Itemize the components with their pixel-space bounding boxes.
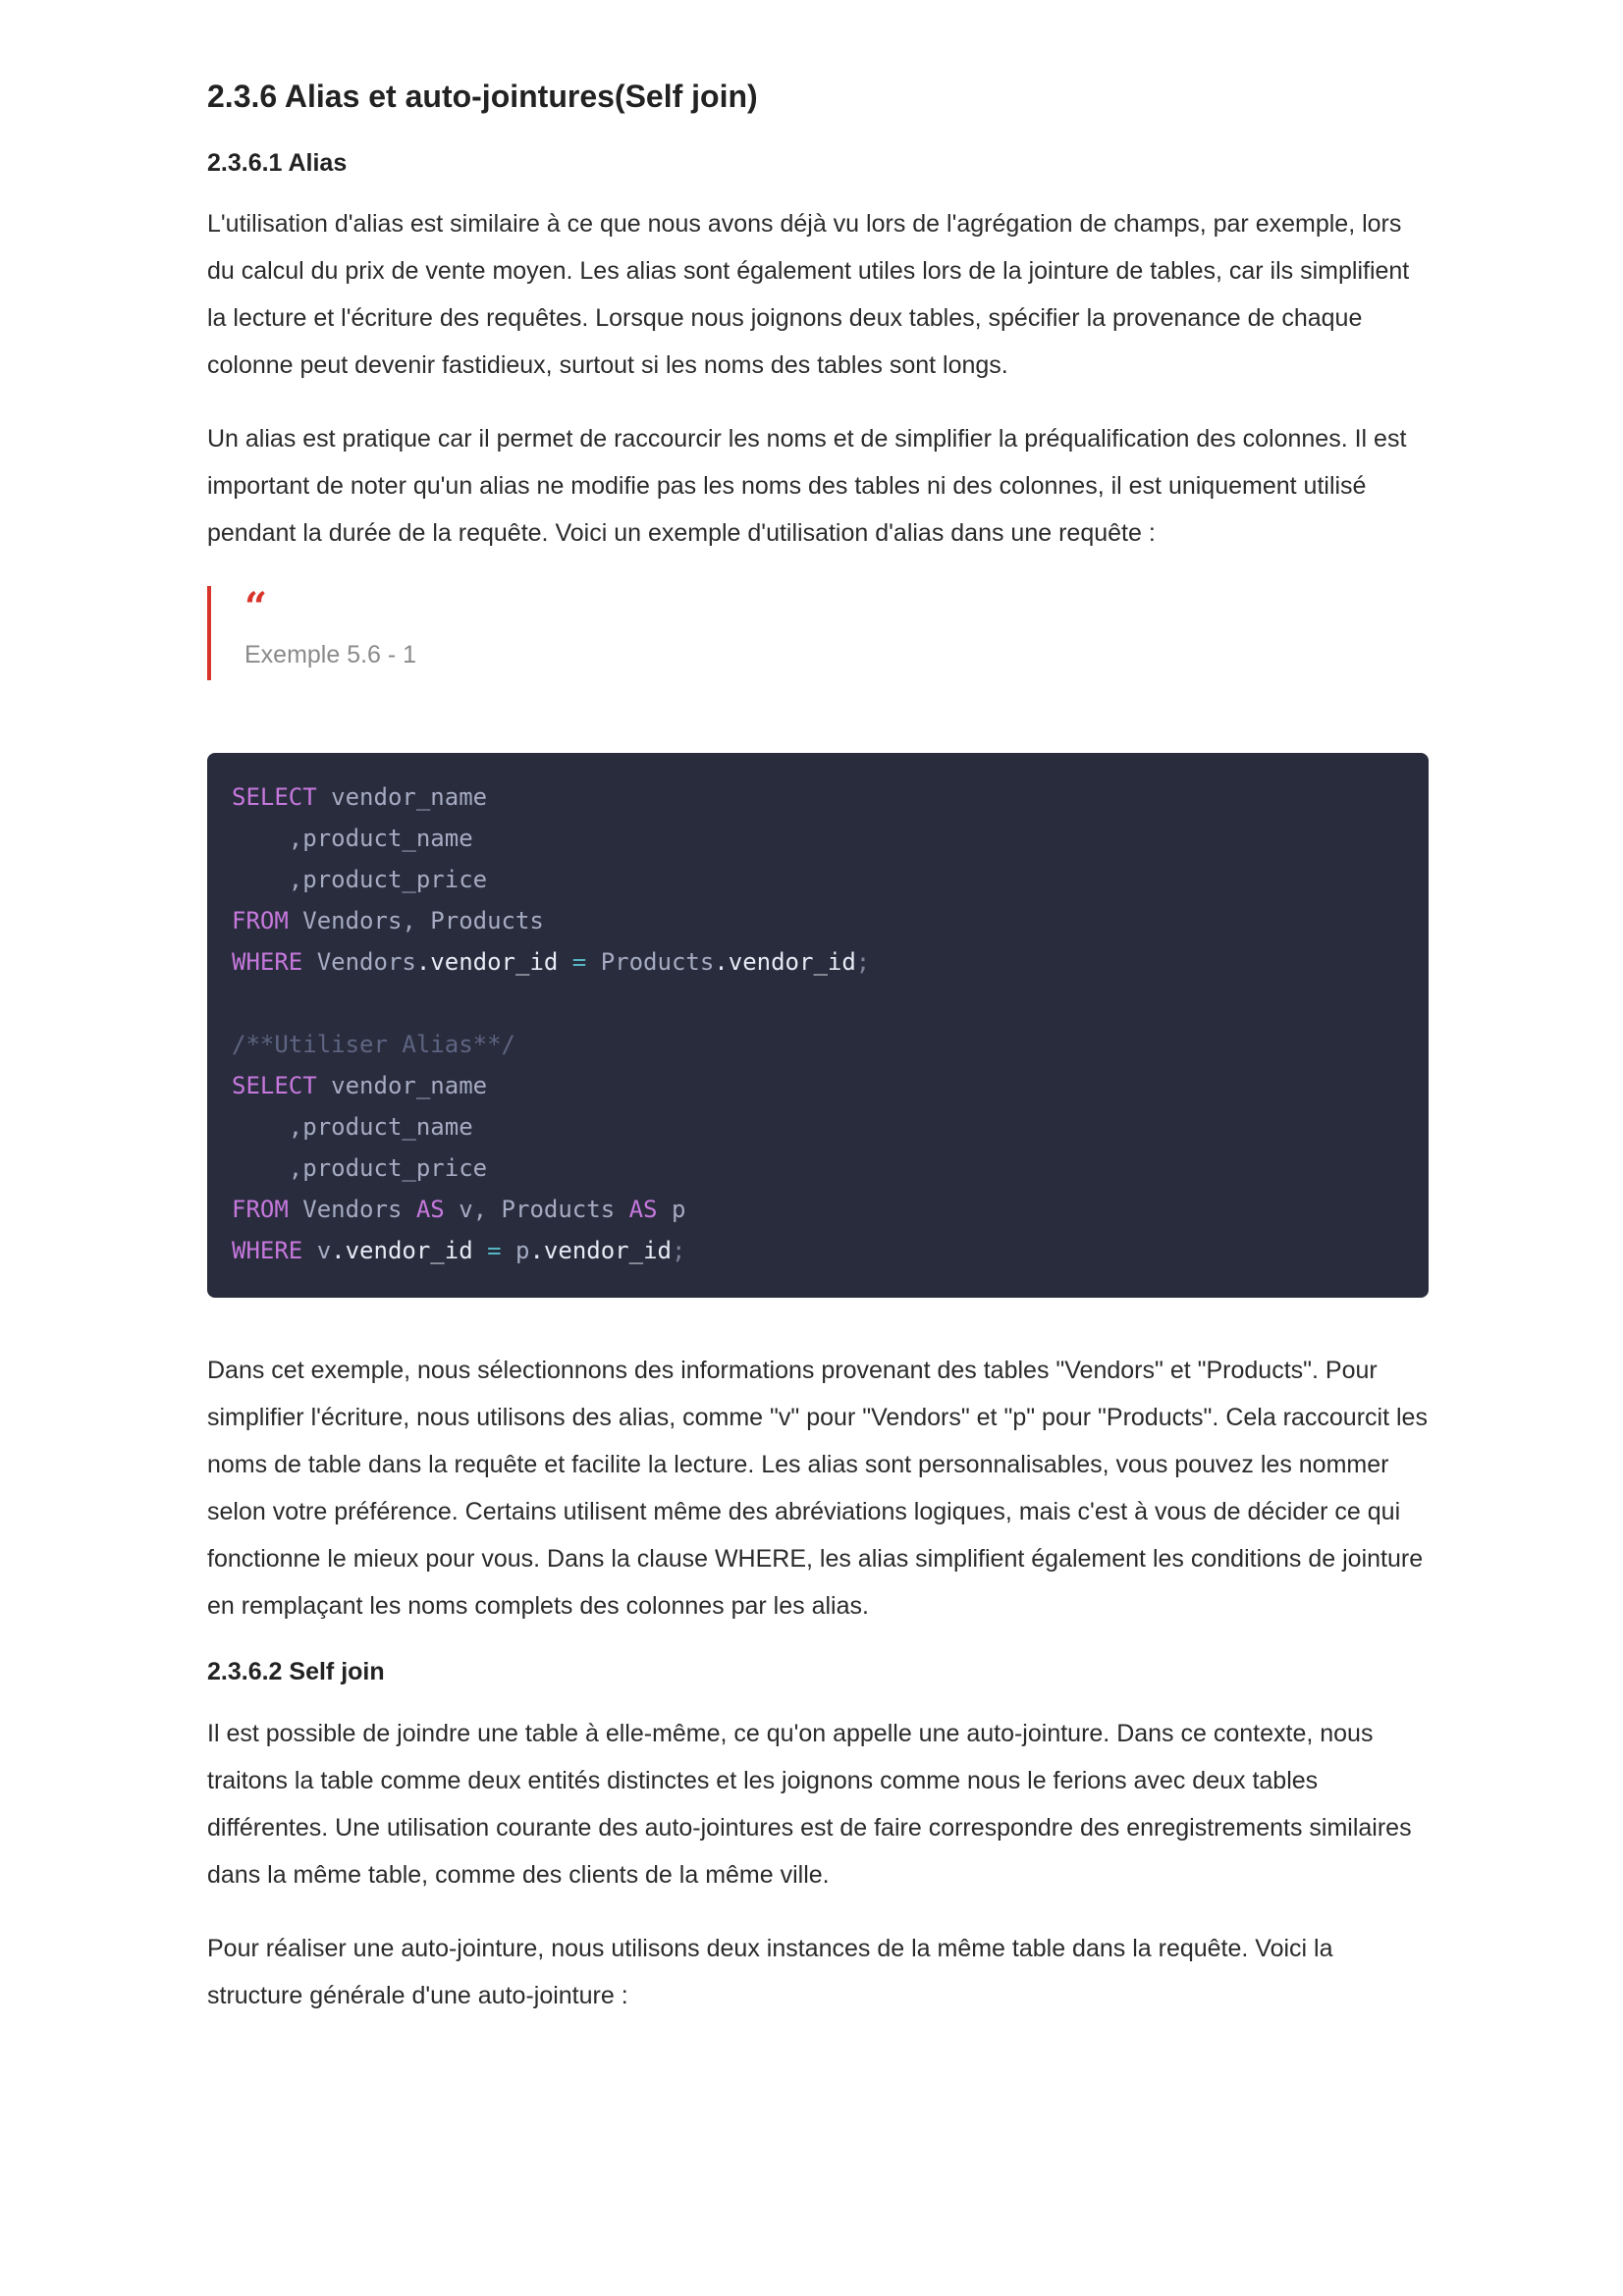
code-line bbox=[232, 1024, 1404, 1065]
code-line bbox=[232, 1065, 1404, 1106]
code-text: ,product_name bbox=[232, 1113, 473, 1142]
selfjoin-heading: 2.3.6.2 Self join bbox=[207, 1658, 385, 1686]
code-line bbox=[232, 1148, 1404, 1189]
code-line bbox=[232, 941, 1404, 983]
alias-explanation: Dans cet exemple, nous sélectionnons des informations provenant des tables "Vendors" et "Products". Pour simplifier l'écriture, nous utilisons des alias, comme "v" pour "Vendors" et "p" pour "Products". Cela raccourcit les noms de table dans la requête et facilite la lecture. Les alias sont personnalisables, vous pouvez les nommer selon votre préférence. Certains utilisent même des abréviations logiques, mais c'est à vous de décider ce qui fonctionne le mieux pour vous. Dans la clause WHERE, les alias simplifient également les conditions de jointure en remplaçant les noms complets des colonnes par les alias. bbox=[207, 1357, 1428, 1621]
code-line bbox=[232, 859, 1404, 900]
code-line bbox=[232, 1230, 1404, 1271]
code-attribute: .vendor_id bbox=[529, 1237, 672, 1265]
code-text: Products bbox=[600, 948, 715, 977]
document-page bbox=[207, 77, 1429, 2046]
alias-paragraph-1: L'utilisation d'alias est similaire à ce que nous avons déjà vu lors de l'agrégation de champs, par exemple, lors du calcul du prix de vente moyen. Les alias sont également utiles lors de la jointure de tables, car ils simplifient la lecture et l'écriture des requêtes. Lorsque nous joignons deux tables, spécifier la provenance de chaque colonne peut devenir fastidieux, surtout si les noms des tables sont longs. bbox=[207, 210, 1410, 380]
code-keyword: FROM bbox=[232, 1196, 289, 1224]
code-line bbox=[232, 818, 1404, 859]
code-keyword: SELECT bbox=[232, 783, 317, 812]
code-attribute: .vendor_id bbox=[714, 948, 856, 977]
selfjoin-paragraph-2: Pour réaliser une auto-jointure, nous utilisons deux instances de la même table dans la requête. Voici la structure générale d'une auto-jointure : bbox=[207, 1934, 1333, 2009]
code-line bbox=[232, 1106, 1404, 1148]
quote-mark-icon: “ bbox=[244, 584, 268, 631]
code-text: ,product_price bbox=[232, 1154, 488, 1183]
code-text: v, Products bbox=[444, 1196, 629, 1224]
code-text: Vendors, Products bbox=[288, 907, 544, 935]
code-text: p bbox=[657, 1196, 686, 1224]
code-keyword: FROM bbox=[232, 907, 289, 935]
code-text: Vendors bbox=[288, 1196, 416, 1224]
code-keyword: WHERE bbox=[232, 948, 303, 977]
section-title: 2.3.6 Alias et auto-jointures(Self join) bbox=[207, 79, 758, 114]
sql-code-block[interactable] bbox=[207, 753, 1429, 1298]
code-operator: = bbox=[558, 948, 601, 977]
code-line bbox=[232, 1189, 1404, 1230]
code-keyword: SELECT bbox=[232, 1072, 317, 1100]
example-blockquote bbox=[207, 586, 1429, 680]
code-text: p bbox=[515, 1237, 530, 1265]
alias-heading: 2.3.6.1 Alias bbox=[207, 148, 348, 177]
code-punctuation: ; bbox=[671, 1237, 686, 1265]
code-text: vendor_name bbox=[316, 783, 488, 812]
example-caption: Exemple 5.6 - 1 bbox=[244, 641, 417, 669]
code-text: v bbox=[302, 1237, 332, 1265]
code-attribute: .vendor_id bbox=[331, 1237, 473, 1265]
code-line bbox=[232, 900, 1404, 941]
code-text: ,product_name bbox=[232, 825, 473, 853]
code-text: ,product_price bbox=[232, 866, 488, 894]
code-line-blank bbox=[232, 983, 1404, 1024]
code-comment: /**Utiliser Alias**/ bbox=[232, 1031, 515, 1059]
code-attribute: .vendor_id bbox=[415, 948, 559, 977]
code-keyword: WHERE bbox=[232, 1237, 303, 1265]
code-keyword: AS bbox=[415, 1196, 445, 1224]
code-text: Vendors bbox=[302, 948, 416, 977]
alias-paragraph-2: Un alias est pratique car il permet de raccourcir les noms et de simplifier la préqualification des colonnes. Il est important de noter qu'un alias ne modifie pas les noms des tables ni des colonnes, il est uniquement utilisé pendant la durée de la requête. Voici un exemple d'utilisation d'alias dans une requête : bbox=[207, 425, 1407, 548]
selfjoin-paragraph-1: Il est possible de joindre une table à elle-même, ce qu'on appelle une auto-jointure. Dans ce contexte, nous traitons la table comme deux entités distinctes et les joignons comme nous le ferions avec deux tables différentes. Une utilisation courante des auto-jointures est de faire correspondre des enregistrements similaires dans la même table, comme des clients de la même ville. bbox=[207, 1719, 1412, 1889]
code-keyword: AS bbox=[628, 1196, 658, 1224]
code-text: vendor_name bbox=[316, 1072, 488, 1100]
code-operator: = bbox=[472, 1237, 516, 1265]
code-punctuation: ; bbox=[855, 948, 871, 977]
code-line bbox=[232, 776, 1404, 818]
